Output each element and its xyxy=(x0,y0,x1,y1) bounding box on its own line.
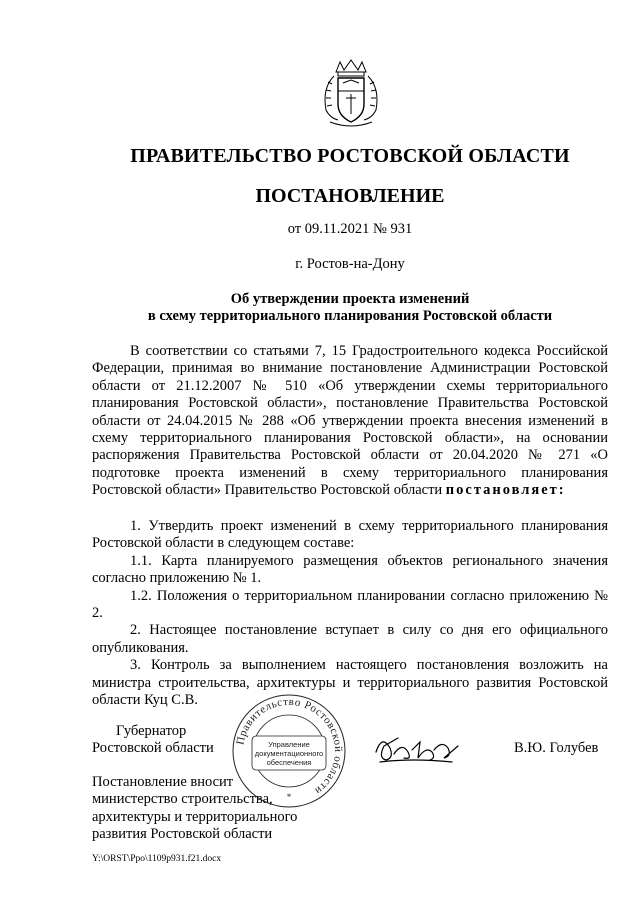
introduced-line-3: архитектуры и территориального xyxy=(92,808,298,825)
subject-line-2: в схему территориального планирования Ростовской области xyxy=(147,308,553,324)
item-1: 1. Утвердить проект изменений в схему территориального планирования Ростовской области в следующем составе: xyxy=(92,518,608,552)
document-type: ПОСТАНОВЛЕНИЕ xyxy=(255,185,445,207)
subject-title xyxy=(0,291,640,325)
city: г. Ростов-на-Дону xyxy=(295,256,405,272)
handwritten-signature xyxy=(372,728,464,768)
date-number: от 09.11.2021 № 931 xyxy=(287,221,413,237)
stamp-inner-line-1: Управление xyxy=(268,740,310,749)
role-line-1: Губернатор xyxy=(116,723,187,739)
decree-word: постановляет: xyxy=(445,482,566,499)
role-line-2: Ростовской области xyxy=(92,740,214,757)
preamble-paragraph xyxy=(92,343,608,500)
subject-line-1: Об утверждении проекта изменений xyxy=(230,291,470,307)
item-2: 2. Настоящее постановление вступает в силу со дня его официального опубликования. xyxy=(92,622,608,656)
stamp-inner-line-3: обеспечения xyxy=(266,758,312,767)
preamble-text: В соответствии со статьями 7, 15 Градостроительного кодекса Российской Федерации, принимая во внимание постановление Администрации Ростовской области от 21.12.2007 № 510 «Об утверждении схемы территориального планирования Ростовской области», постановление Правительства Ростовской области от 24.04.2015 № 288 «Об утверждении проекта внесения изменений в схему территориального планирования Ростовской области», на основании распоряжения Правительства Ростовской области от 20.04.2020 № 271 «О подготовке проекта изменений в схему территориального планирования Ростовской области» Правительство Ростовской области xyxy=(92,343,608,499)
stamp-ring-text: Правительство Ростовской области xyxy=(234,695,345,798)
decree-items xyxy=(92,518,608,709)
introduced-line-1: Постановление вносит xyxy=(92,774,234,790)
file-path: Y:\ORST\Ppo\1109p931.f21.docx xyxy=(92,854,222,864)
introduced-line-4: развития Ростовской области xyxy=(92,826,273,843)
coat-of-arms-emblem xyxy=(316,58,386,130)
item-3: 3. Контроль за выполнением настоящего постановления возложить на министра строительства, архитектуры и территориального развития Ростовской области Куц С.В. xyxy=(92,657,608,709)
introduced-line-2: министерство строительства, xyxy=(92,791,273,808)
preamble xyxy=(92,343,608,500)
signatory-name: В.Ю. Голубев xyxy=(514,740,599,756)
item-1-1: 1.1. Карта планируемого размещения объектов регионального значения согласно приложению № 1. xyxy=(92,552,608,587)
item-1-2: 1.2. Положения о территориальном планировании согласно приложению № 2. xyxy=(92,587,608,622)
stamp-inner-line-2: документационного xyxy=(254,749,324,758)
official-stamp xyxy=(230,692,348,810)
stamp-star-icon: * xyxy=(286,792,292,802)
government-title: ПРАВИТЕЛЬСТВО РОСТОВСКОЙ ОБЛАСТИ xyxy=(130,145,570,167)
signatory-role xyxy=(92,723,214,758)
